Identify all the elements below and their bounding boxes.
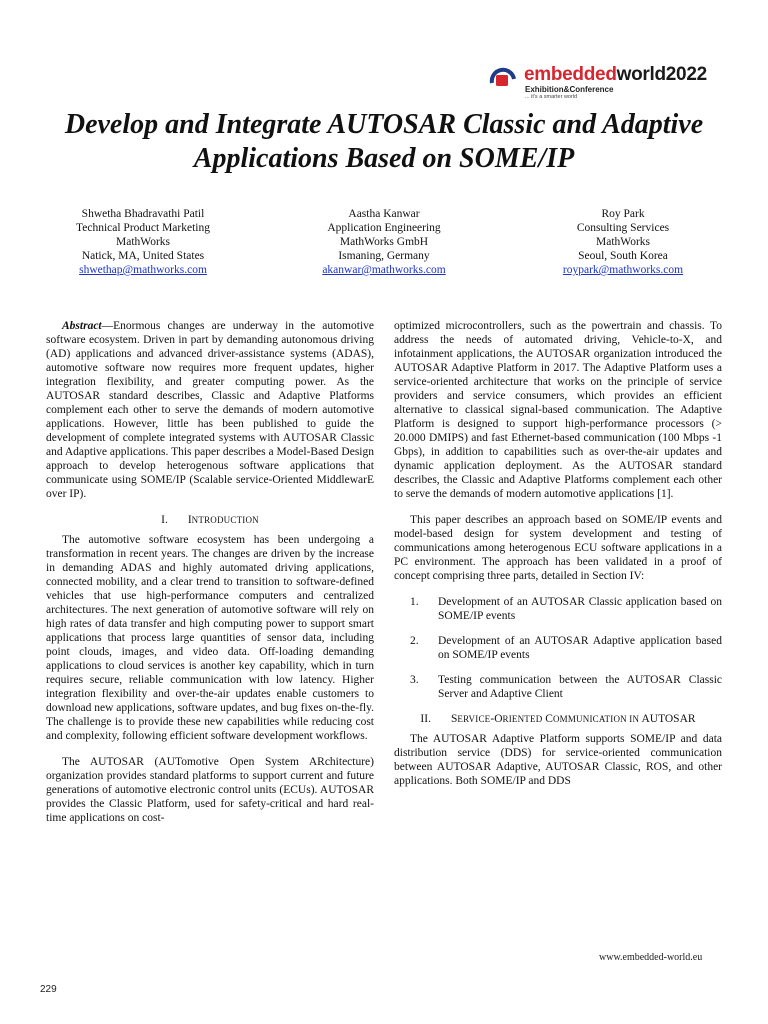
left-column [46, 319, 374, 837]
author-block-1 [28, 207, 258, 277]
list-item: 3. Testing communication between the AUTOSAR Classic Server and Adaptive Client [410, 674, 722, 700]
author-dept: Application Engineering [327, 222, 441, 234]
intro-paragraph-2: The AUTOSAR (AUTomotive Open System ARchitecture) organization provides standard platforms to support current and future generations of automotive electronic control units (ECUs). AUTOSAR provides the Classic Platform, used for safety-critical and hard real-time applications on cost- [46, 756, 374, 824]
logo-subtitle: Exhibition&Conference [525, 85, 614, 94]
page-number: 229 [40, 984, 57, 995]
author-dept: Consulting Services [576, 222, 670, 234]
author-name: Aastha Kanwar [348, 208, 420, 220]
author-location: Ismaning, Germany [338, 250, 430, 262]
intro-paragraph-2-continued: optimized microcontrollers, such as the powertrain and chassis. To address the needs of automated driving, Vehicle-to-X, and infotainment applications, the AUTOSAR organization introduced the AUTOSAR Adaptive Platform in 2017. The Adaptive Platform uses a service-oriented architecture that works on the principle of service providers and service consumers, which provides an efficient alternative to classical signal-based communication. The Adaptive Platform is designed to support high-performance processors (> 20.000 DMIPS) and fast Ethernet-based communication (100 Mbps -1 Gbps), in addition to capabilities such as over-the-air updates and dynamic application deployment. As the AUTOSAR standard describes, the Classic and Adaptive Platforms complement each other to serve the demands of modern automotive applications [1]. [394, 320, 722, 500]
author-name: Shwetha Bhadravathi Patil [81, 208, 205, 220]
author-location: Natick, MA, United States [81, 250, 205, 262]
embedded-world-logo-icon [488, 65, 518, 95]
author-block-3 [508, 207, 738, 277]
author-org: MathWorks GmbH [339, 236, 429, 248]
intro-paragraph-3: This paper describes an approach based on SOME/IP events and model-based design for system development and testing of communications among heterogenous ECU software applications in a PC environment. The approach has been validated in a proof of concept comprising three parts, detailed in Section IV: [394, 514, 722, 582]
author-location: Seoul, South Korea [578, 250, 668, 262]
logo-wordmark: embeddedworld2022 [524, 64, 707, 85]
author-dept: Technical Product Marketing [76, 222, 210, 234]
author-email-link[interactable]: roypark@mathworks.com [562, 264, 684, 276]
proof-of-concept-list [394, 595, 722, 701]
conference-logo [486, 62, 726, 102]
intro-paragraph-1: The automotive software ecosystem has been undergoing a transformation in recent years. The changes are driven by the increase in demanding ADAS and highly automated driving applications, connected mobility, and a clear trend to transition to software-defined vehicles that use high-performance computers and centralized architectures. The next generation of automotive software will rely on high rates of data transfer and high computing power to support smart applications that process large quantities of sensor data, including point clouds, images, and video data. Off-loading demanding applications to cloud services is another key capability, which in turn requires secure, reliable communication with low latency. Higher integration flexibility and over-the-air updates enable customers to download new applications, software updates, and bug fixes on-the-fly. The challenge is to provide these new capabilities while reducing cost and complexity, following efficient software development workflows. [46, 534, 374, 742]
list-item: 1. Development of an AUTOSAR Classic application based on SOME/IP events [410, 596, 722, 622]
logo-tagline: ... it's a smarter world [525, 94, 578, 100]
abstract-text: —Enormous changes are underway in the automotive software ecosystem. Driven in part by demanding autonomous driving (AD) applications and advanced driver-assistance systems (ADAS), automotive software now requires more frequent updates, higher integration flexibility, and greater computing power. As the AUTOSAR standard describes, Classic and Adaptive Platforms complement each other to serve the demands of modern automotive applications. However, little has been published to guide the development of complete integrated systems with AUTOSAR Classic and Adaptive applications. This paper describes a Model-Based Design approach to develop heterogenous software applications that communicate using SOME/IP (Scalable service-Oriented MiddlewarE over IP). [46, 320, 374, 500]
section-heading-introduction: I. INTRODUCTION [161, 514, 259, 526]
author-org: MathWorks [115, 236, 170, 248]
abstract-label: Abstract [62, 320, 102, 332]
author-email-link[interactable]: akanwar@mathworks.com [322, 264, 446, 276]
section2-paragraph-1: The AUTOSAR Adaptive Platform supports SOME/IP and data distribution service (DDS) for service-oriented communication between AUTOSAR Adaptive, AUTOSAR Classic, ROS, and other applications. Both SOME/IP and DDS [394, 733, 722, 787]
paper-title: Develop and Integrate AUTOSAR Classic and Adaptive Applications Based on SOME/IP [64, 109, 704, 174]
footer-website: www.embedded-world.eu [599, 952, 703, 963]
author-name: Roy Park [601, 208, 645, 220]
author-block-2 [269, 207, 499, 277]
list-item: 2. Development of an AUTOSAR Adaptive application based on SOME/IP events [410, 635, 722, 661]
section-heading-service-oriented: II. SERVICE-ORIENTED COMMUNICATION IN AUTOSAR [420, 713, 696, 725]
author-email-link[interactable]: shwethap@mathworks.com [79, 264, 207, 276]
abstract [46, 319, 374, 501]
right-column [394, 319, 722, 800]
author-org: MathWorks [595, 236, 650, 248]
